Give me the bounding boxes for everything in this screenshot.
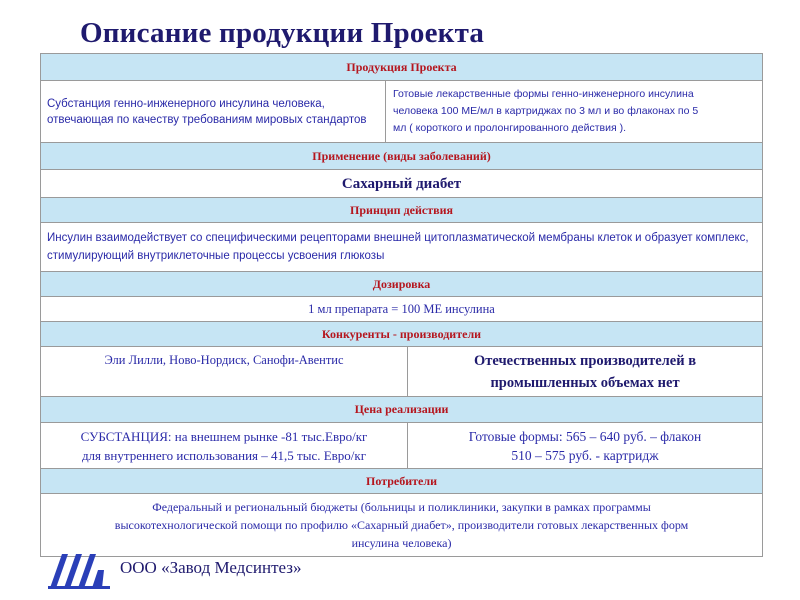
finished-forms-line: мл ( короткого и пролонгированного действия ). (393, 122, 627, 134)
price-finished-line: Готовые формы: 565 – 640 руб. – флакон (468, 428, 702, 444)
competitors-header: Конкуренты - производители (41, 322, 763, 347)
competitors-row (41, 347, 763, 397)
competitors-header-row (41, 322, 763, 347)
dosage-header: Дозировка (41, 272, 763, 297)
page-title: Описание продукции Проекта (80, 17, 485, 49)
price-finished (408, 423, 763, 469)
medsintez-logo-icon (48, 548, 110, 590)
dosage-row (41, 297, 763, 322)
price-row (41, 423, 763, 469)
application-header-row (41, 143, 763, 170)
consumers-line: высокотехнологической помощи по профилю «Сахарный диабет», производители готовых лекарственных форм (114, 518, 689, 532)
competitors-domestic (408, 347, 763, 397)
products-row (41, 81, 763, 143)
application-header: Применение (виды заболеваний) (41, 143, 763, 170)
mechanism-header-row (41, 198, 763, 223)
products-header-row (41, 54, 763, 81)
product-description-table (40, 53, 763, 557)
mechanism-header: Принцип действия (41, 198, 763, 223)
consumers-header: Потребители (41, 469, 763, 494)
dosage-header-row (41, 272, 763, 297)
products-substance: Субстанция генно-инженерного инсулина человека, отвечающая по качеству требованиям мировых стандартов (41, 81, 386, 143)
price-substance-line: СУБСТАНЦИЯ: на внешнем рынке -81 тыс.Евро/кг (80, 428, 368, 444)
dosage-text: 1 мл препарата = 100 МЕ инсулина (41, 297, 763, 322)
price-header: Цена реализации (41, 397, 763, 423)
application-value: Сахарный диабет (41, 170, 763, 198)
products-header: Продукция Проекта (41, 54, 763, 81)
footer (48, 548, 368, 590)
company-name: ООО «Завод Медсинтез» (120, 558, 302, 577)
consumers-header-row (41, 469, 763, 494)
price-substance-line: для внутреннего использования – 41,5 тыс. Евро/кг (81, 447, 367, 463)
products-finished-forms (386, 81, 763, 143)
finished-forms-line: Готовые лекарственные формы генно-инженерного инсулина (393, 88, 694, 100)
finished-forms-line: человека 100 МЕ/мл в картриджах по 3 мл и во флаконах по 5 (393, 105, 699, 117)
mechanism-row (41, 223, 763, 272)
price-header-row (41, 397, 763, 423)
price-substance (41, 423, 408, 469)
mechanism-text: Инсулин взаимодействует со специфическими рецепторами внешней цитоплазматической мембраны клеток и образует комплекс, стимулирующий внутриклеточные процессы усвоения глюкозы (41, 223, 763, 272)
competitors-domestic-line: Отечественных производителей в (473, 352, 697, 369)
application-row (41, 170, 763, 198)
consumers-line: инсулина человека) (351, 536, 452, 550)
price-finished-line: 510 – 575 руб. - картридж (511, 447, 659, 463)
competitors-list: Эли Лилли, Ново-Нордиск, Санофи-Авентис (41, 347, 408, 397)
consumers-line: Федеральный и региональный бюджеты (больницы и поликлиники, закупки в рамках программы (152, 500, 651, 514)
competitors-domestic-line: промышленных объемах нет (490, 374, 680, 391)
